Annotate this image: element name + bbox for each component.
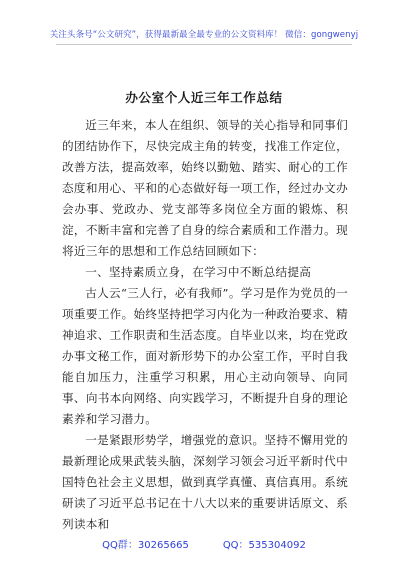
paragraph-learning: 古人云“三人行，必有我师”。学习是作为党员的一项重要工作。始终坚持把学习内化为一种政治要求、精神追求、工作职责和生活态度。自毕业以来，均在党政办事文秘工作，面对新形势下的办公室工作，平时自我能自加压力，注重学习积累，用心主动向领导、向同事、向书本向网络、向实践学习，不断提升自身的理论素养和学习潜力。 (62, 286, 348, 426)
footer-qq-number: QQ：535304092 (222, 540, 306, 551)
header-promo-text: 关注头条号“公文研究”，获得最新最全最专业的公文资料库！ 微信：gongwenyj (49, 30, 359, 40)
footer-qq-group: QQ群：30265665 (102, 540, 189, 551)
section-heading-1: 一、坚持素质立身，在学习中不断总结提高 (85, 265, 312, 279)
document-title: 办公室个人近三年工作总结 (125, 90, 283, 105)
footer-contact (0, 536, 408, 551)
header-divider (56, 44, 352, 45)
paragraph-intro: 近三年来，本人在组织、领导的关心指导和同事们的团结协作下，尽快完成主角的转变，找准工作定位，改善方法，提高效率，始终以勤勉、踏实、耐心的工作态度和用心、平和的心态做好每一项工作，经过办文办会办事、党政办、党支部等多岗位全方面的锻炼、积淀，不断丰富和完善了自身的综合素质和工作潜力。现将近三年的思想和工作总结回顾如下： (62, 118, 348, 258)
document-body (62, 115, 348, 535)
paragraph-point-1: 一是紧跟形势学，增强党的意识。坚持不懈用党的最新理论成果武装头脑，深刻学习领会习近平新时代中国特色社会主义思想，做到真学真懂、真信真用。系统研读了习近平总书记在十八大以来的重要讲话原文、系列读本和 (62, 433, 348, 531)
